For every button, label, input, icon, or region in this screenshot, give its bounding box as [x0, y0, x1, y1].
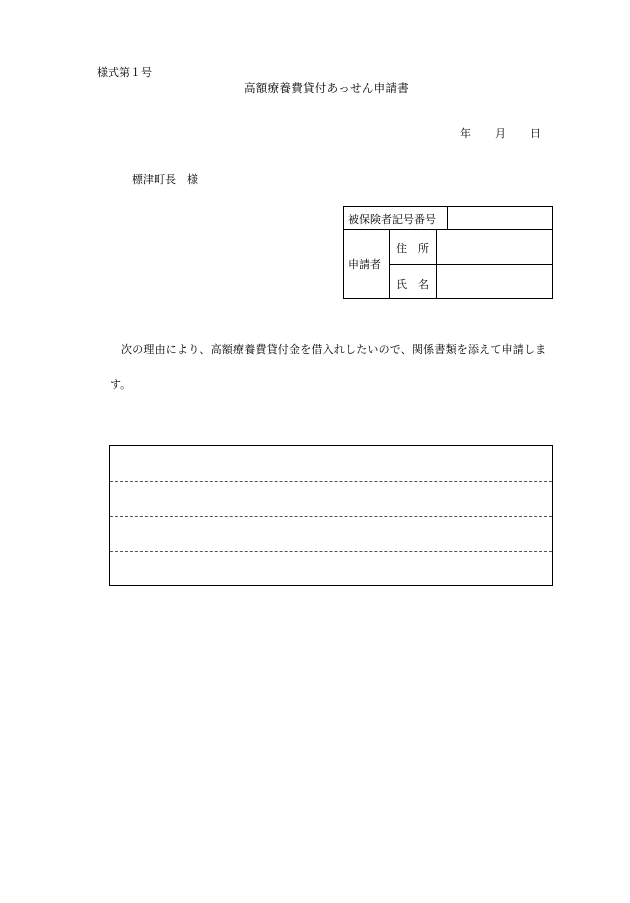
date-year-label: 年 — [460, 127, 471, 140]
form-title: 高額療養費貸付あっせん申請書 — [244, 81, 410, 95]
address-field[interactable] — [439, 231, 550, 263]
date-month-label: 月 — [495, 127, 506, 140]
name-field[interactable] — [439, 266, 550, 297]
reason-entry-box — [109, 445, 553, 586]
reason-line-divider — [110, 481, 552, 482]
date-day-label: 日 — [530, 127, 541, 140]
table-divider — [389, 264, 552, 265]
address-label: 住 所 — [396, 242, 429, 255]
reason-line-divider — [110, 551, 552, 552]
body-text-line-1: 次の理由により、高額療養費貸付金を借入れしたいので、関係書類を添えて申請しま — [121, 343, 547, 356]
name-label: 氏 名 — [396, 278, 429, 291]
body-text-line-2: す。 — [110, 378, 132, 391]
table-divider — [447, 207, 448, 229]
reason-line-divider — [110, 516, 552, 517]
applicant-info-table — [343, 206, 553, 299]
table-divider — [344, 229, 552, 230]
reason-line-1[interactable] — [114, 456, 548, 478]
reason-line-2[interactable] — [114, 491, 548, 513]
applicant-label: 申請者 — [348, 258, 381, 271]
reason-line-4[interactable] — [114, 558, 548, 580]
form-number: 様式第１号 — [97, 66, 152, 79]
insured-number-label: 被保険者記号番号 — [348, 213, 436, 226]
insured-number-field[interactable] — [450, 208, 550, 228]
reason-line-3[interactable] — [114, 526, 548, 548]
addressee: 標津町長 様 — [132, 173, 198, 186]
